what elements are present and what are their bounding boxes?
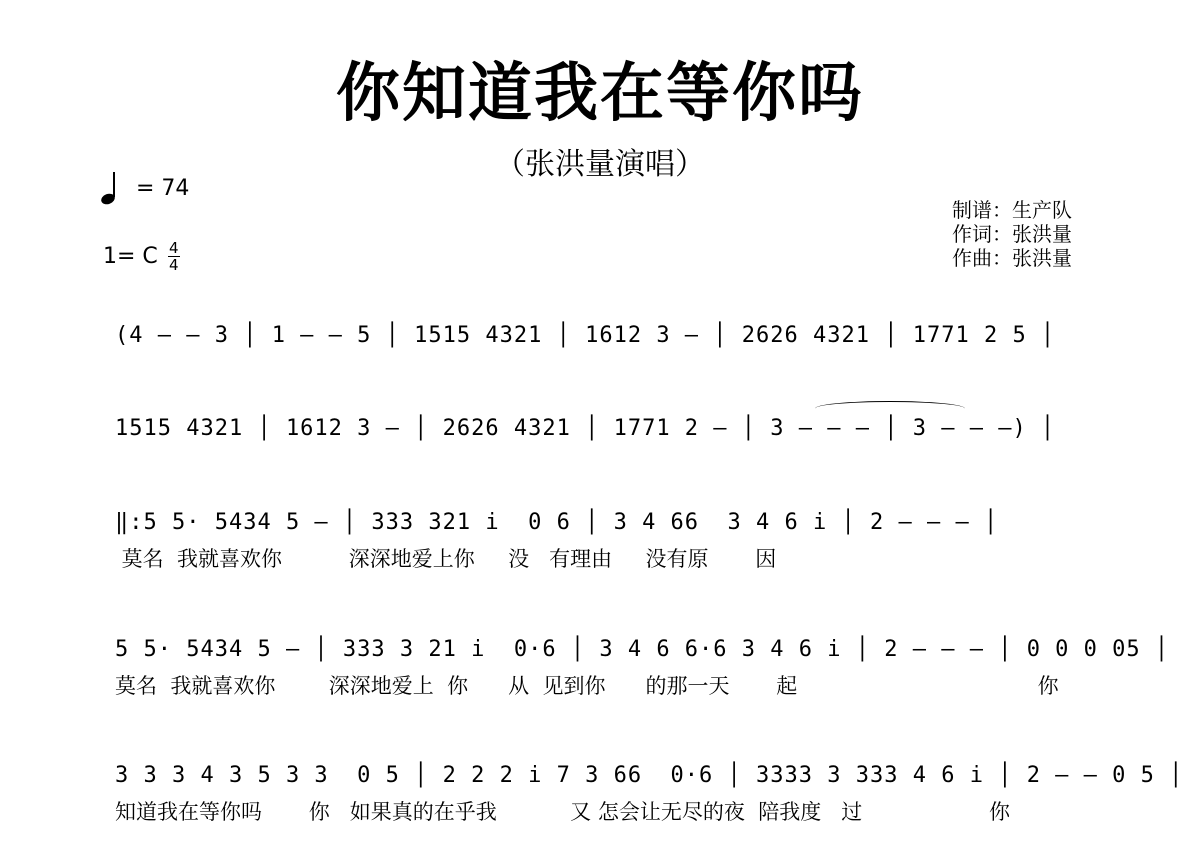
lyric-line: 莫名 我就喜欢你 深深地爱上你 没 有理由 没有原 因 (115, 547, 777, 571)
score-row-1 (115, 318, 1100, 388)
notation-line: 5 5· 5434 5 – │ 333 3 21 i 0·6 │ 3 4 6 6·6 3 4 6 i │ 2 – – – │ 0 0 0 05 │ (115, 636, 1170, 662)
tempo-value: = 74 (136, 175, 190, 201)
score-row-5 (115, 758, 1184, 828)
arranger-credit: 制谱：生产队 (952, 198, 1072, 222)
lyric-line: 莫名 我就喜欢你 深深地爱上 你 从 见到你 的那一天 起 你 (115, 674, 1059, 698)
tempo-marking (100, 170, 189, 206)
notation-line: 3 3 3 4 3 5 3 3 0 5 │ 2 2 2 i 7 3 66 0·6 │ 3333 3 333 4 6 i │ 2 – – 0 5 │ (115, 762, 1184, 788)
notation-line: 1515 4321 │ 1612 3 – │ 2626 4321 │ 1771 2 – │ 3 – – – │ 3 – – –) │ (115, 415, 1056, 441)
lyricist-credit: 作词：张洪量 (952, 222, 1072, 246)
quarter-note-icon (100, 170, 122, 206)
score-row-4 (115, 632, 1170, 702)
notation-line: (4 – – 3 │ 1 – – 5 │ 1515 4321 │ 1612 3 – │ 2626 4321 │ 1771 2 5 │ (115, 322, 1056, 348)
singer-subtitle: （张洪量演唱） (495, 147, 705, 182)
key-text: 1= C (103, 243, 158, 269)
score-row-3 (115, 505, 1100, 575)
composer-credit: 作曲：张洪量 (952, 246, 1072, 270)
time-bottom: 4 (169, 255, 179, 274)
key-signature (103, 238, 180, 274)
credits (952, 198, 1072, 270)
lyric-line: 知道我在等你吗 你 如果真的在乎我 又 怎会让无尽的夜 陪我度 过 你 (115, 800, 1011, 824)
time-signature (168, 240, 180, 273)
tie-mark (815, 401, 965, 416)
time-top: 4 (169, 238, 179, 257)
score-row-2 (115, 411, 1100, 481)
notation-line: ‖:5 5· 5434 5 – │ 333 321 i 0 6 │ 3 4 66 3 4 6 i │ 2 – – – │ (115, 509, 999, 535)
song-title: 你知道我在等你吗 (336, 57, 864, 131)
